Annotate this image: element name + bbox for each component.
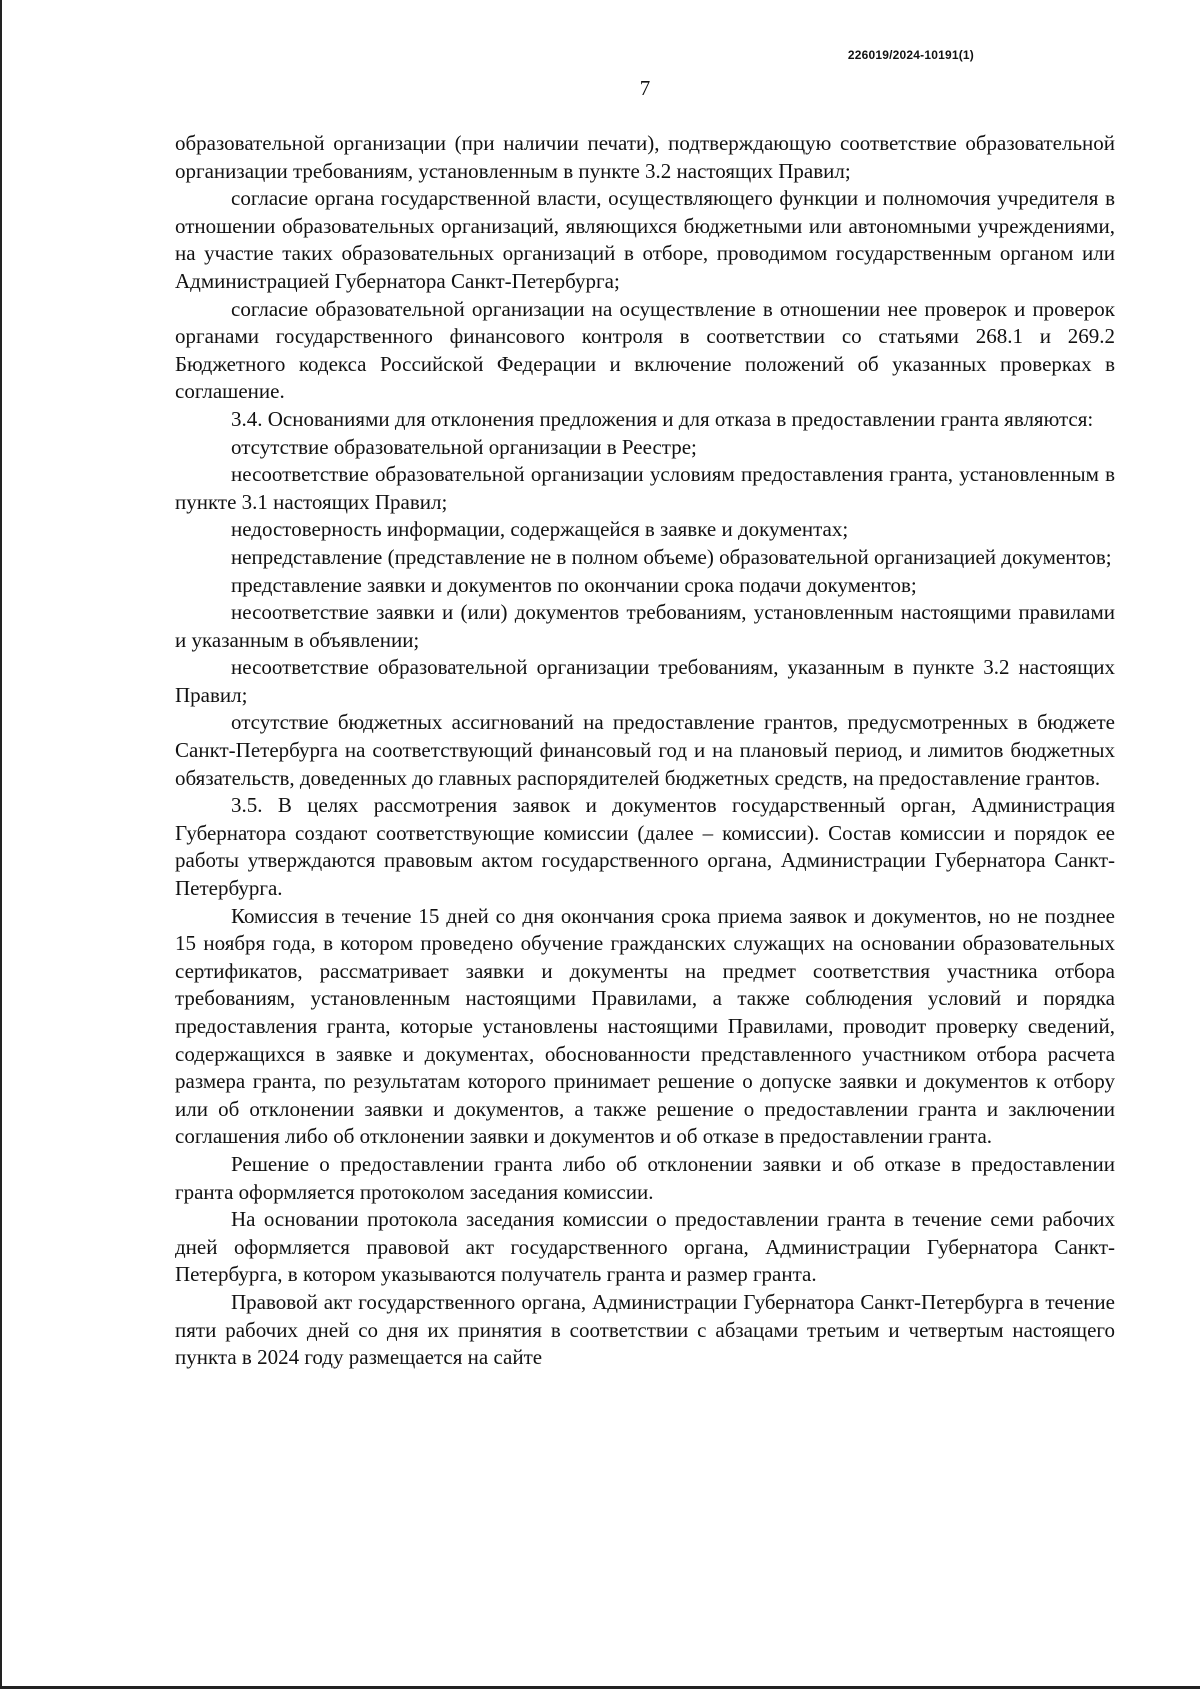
paragraph: согласие образовательной организации на осуществление в отношении нее проверок и проверок органами государственного финансового контроля в соответствии со статьями 268.1 и 269.2 Бюджетного кодекса Российской Федерации и включение положений об указанных проверках в соглашение. (175, 296, 1115, 404)
paragraph: Правовой акт государственного органа, Администрации Губернатора Санкт-Петербурга в течение пяти рабочих дней со дня их принятия в соответствии с абзацами третьим и четвертым настоящего пункта в 2024 году размещается на сайте (175, 1289, 1115, 1370)
paragraph: образовательной организации (при наличии печати), подтверждающую соответствие образовательной организации требованиям, установленным в пункте 3.2 настоящих Правил; (175, 131, 1115, 183)
paragraph: На основании протокола заседания комиссии о предоставлении гранта в течение семи рабочих дней оформляется правовой акт государственного органа, Администрации Губернатора Санкт-Петербурга, в котором указываются получатель гранта и размер гранта. (175, 1207, 1115, 1287)
paragraph: Комиссия в течение 15 дней со дня окончания срока приема заявок и документов, но не позднее 15 ноября года, в котором проведено обучение гражданских служащих на основании образовательных сертификатов, рассматривает заявки и документы на предмет соответствия участника отбора требованиям, установленным настоящими Правилами, а также соблюдения условий и порядка предоставления гранта, которые установлены настоящими Правилами, проводит проверку сведений, содержащихся в заявке и документах, обоснованности представленного участником отбора расчета размера гранта, по результатам которого принимает решение о допуске заявки и документов к отбору или об отклонении заявки и документов, а также решение о предоставлении гранта и заключении соглашения либо об отклонении заявки и документов и об отказе в предоставлении гранта. (175, 903, 1115, 1149)
scan-left-edge (0, 0, 2, 1689)
list-item: несоответствие образовательной организации требованиям, указанным в пункте 3.2 настоящих Правил; (175, 655, 1115, 707)
paragraph: Решение о предоставлении гранта либо об отклонении заявки и об отказе в предоставлении гранта оформляется протоколом заседания комиссии. (175, 1151, 1115, 1204)
list-item: отсутствие образовательной организации в Реестре; (231, 434, 697, 459)
list-item: несоответствие заявки и (или) документов требованиям, установленным настоящими правилами и указанным в объявлении; (175, 600, 1115, 652)
paragraph: согласие органа государственной власти, осуществляющего функции и полномочия учредителя в отношении образовательных организаций, являющихся бюджетными или автономными учреждениями, на участие таких образовательных организаций в отборе, проводимом государственным органом или Администрацией Губернатора Санкт-Петербурга; (175, 186, 1115, 293)
section-3-4-paragraph: 3.4. Основаниями для отклонения предложения и для отказа в предоставлении гранта являются: (231, 406, 1094, 431)
document-id: 226019/2024-10191(1) (847, 48, 974, 62)
section-3-5-paragraph: 3.5. В целях рассмотрения заявок и документов государственный орган, Администрация Губернатора создают соответствующие комиссии (далее – комиссии). Состав комиссии и порядок ее работы утверждаются правовым актом государственного органа, Администрации Губернатора Санкт-Петербурга. (175, 793, 1115, 901)
document-body (175, 130, 1115, 1372)
list-item: отсутствие бюджетных ассигнований на предоставление грантов, предусмотренных в бюджете Санкт-Петербурга на соответствующий финансовый год и на плановый период, и лимитов бюджетных обязательств, доведенных до главных распорядителей бюджетных средств, на предоставление грантов. (175, 710, 1115, 790)
page-number: 7 (639, 76, 651, 100)
list-item: непредставление (представление не в полном объеме) образовательной организацией документов; (231, 544, 1112, 569)
list-item: представление заявки и документов по окончании срока подачи документов; (231, 572, 917, 597)
list-item: недостоверность информации, содержащейся в заявке и документах; (231, 517, 849, 542)
list-item: несоответствие образовательной организации условиям предоставления гранта, установленным в пункте 3.1 настоящих Правил; (175, 462, 1115, 514)
